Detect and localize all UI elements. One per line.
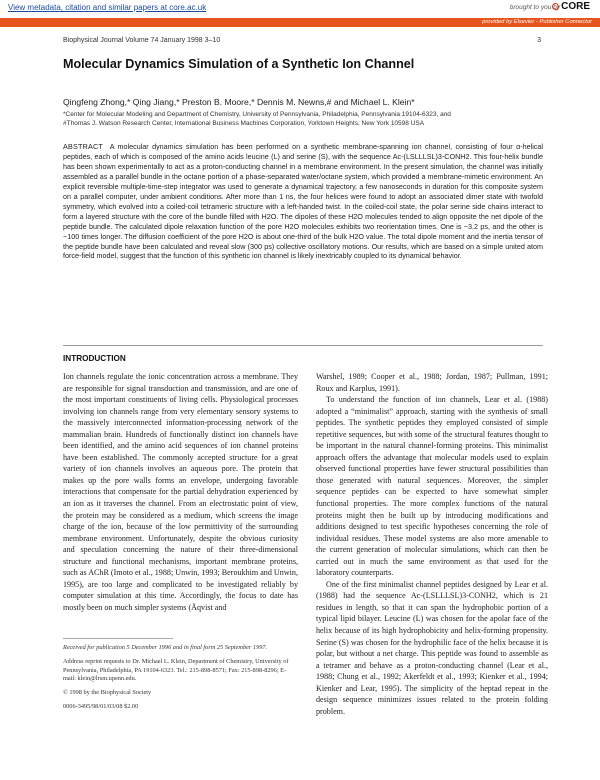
- issn-price: 0006-3495/98/01/03/08 $2.00: [63, 702, 139, 710]
- core-logo[interactable]: [552, 1, 590, 12]
- journal-citation: Biophysical Journal Volume 74 January 1998 3–10: [63, 37, 221, 44]
- left-column: [63, 371, 298, 613]
- page-number: 3: [537, 37, 541, 44]
- brought-to-you-by: brought to you by: [509, 4, 560, 11]
- affiliation-2: #Thomas J. Watson Research Center, International Business Machines Corporation, Yorktown Heights, New York 10598 USA: [63, 120, 425, 127]
- core-domain-link[interactable]: core.ac.uk: [169, 3, 207, 12]
- abstract: [63, 142, 543, 261]
- right-column: [316, 371, 548, 717]
- footnote-divider: [63, 638, 173, 639]
- copyright-notice: © 1998 by the Biophysical Society: [63, 689, 152, 697]
- right-paragraph-2: To understand the function of ion channels, Lear et al. (1988) adopted a “minimalist” approach, starting with the synthesis of small peptides. The synthetic peptides they employed consisted of simple repetitive sequences, but with some of the structural features thought to be important in the natural channel-forming proteins. This minimalist approach offers the advantage that molecular models used to explain observed functional properties have fewer structural possibilities than those generated with natural sequences. Moreover, the simpler sequence peptides can be expected to have somewhat simpler functional properties. The more complex functions of the natural proteins might then be built up by introducing modifications and additions designed to test specific hypotheses concerning the role of individual residues. These model systems are also more amenable to the current generation of molecular simulations, which can then be carried out in much the same environment as that used for the laboratory counterparts.: [316, 395, 548, 578]
- left-paragraph-1: Ion channels regulate the ionic concentration across a membrane. They are responsible for signal transduction and transmission, and are one of the most important constituents of living cells. Physiological processes involving ion channels range from very elementary sensory systems to the massively interconnected information-processing network of the mammalian brain. Hundreds of functionally distinct ion channels have been identified, and the amino acid sequences of ion channel proteins have been established. The commonly accepted structure for a great variety of ion channels involves an aqueous pore. The protein that makes up the pore walls forms an envelope, undergoing favorable interactions that compensate for the partial dehydration experienced by an ion as it traverses the channel. From an electrostatic point of view, the protein may be considered as a medium, which screens the image charge of the ion, because of the low permittivity of the surrounding membrane environment. Unfortunately, despite the obvious curiosity and speculation concerning the nature of their three-dimensional structure and functional mechanisms, important membrane proteins, such as AChR (Imoto et al., 1988; Unwin, 1993; Beroukhim and Unwin, 1995), are too large and complicated to be investigated reliably by computer simulation at this time. Accordingly, the focus to date has mostly been on much simpler systems (Åqvist and: [63, 372, 298, 612]
- running-header: [63, 37, 541, 44]
- footnotes: [63, 644, 298, 712]
- received-date: Received for publication 5 December 1996 and in final form 25 September 1997.: [63, 644, 268, 651]
- core-logo-icon: [552, 3, 559, 10]
- view-metadata-link[interactable]: [8, 3, 206, 12]
- author-list: Qingfeng Zhong,* Qing Jiang,* Preston B. Moore,* Dennis M. Newns,# and Michael L. Klein*: [63, 97, 415, 107]
- affiliations: [63, 110, 543, 128]
- core-banner: [0, 0, 600, 28]
- right-paragraph-3: One of the first minimalist channel peptides designed by Lear et al. (1988) had the sequence Ac-(LSLLLSL)3-CONH2, which is 21 residues in length, so that it can span the hydrophobic portion of a typical lipid bilayer. Leucine (L) was chosen for the apolar face of the helix because of its high hydrophobicity and helix-forming propensity. Serine (S) was chosen for the hydrophilic face of the helix because it is polar, but without a net charge. This peptide was found to assemble as a tetramer and behave as a proton-conducting channel (Lear et al., 1988; Chung et al., 1992; Akerfeldt et al., 1993; Kienker et al., 1994; Kienker and Lear, 1995). The simplicity of the heptad repeat in the design sequence minimizes issues related to the protein folding problem.: [316, 579, 548, 716]
- affiliation-1: *Center for Molecular Modeling and Department of Chemistry, University of Pennsylvania, Philadelphia, Pennsylvania 19104-6323, and: [63, 111, 451, 118]
- section-divider: [63, 345, 543, 346]
- right-paragraph-1: Warshel, 1989; Cooper et al., 1988; Jordan, 1987; Pullman, 1991; Roux and Karplus, 1991).: [316, 372, 548, 393]
- introduction-heading: INTRODUCTION: [63, 354, 126, 363]
- core-logo-text: CORE: [561, 1, 590, 12]
- reprint-request: Address reprint requests to Dr. Michael L. Klein, Department of Chemistry, University of Pennsylvania, Philadelphia, PA 19104-6323. Tel.: 215-898-8571; Fax: 215-898-8296; E-mail: klein@lrsm.upenn.edu.: [63, 657, 289, 683]
- view-metadata-text: View metadata, citation and similar papers at: [8, 3, 170, 12]
- provided-by-text: provided by Elsevier - Publisher Connector: [482, 19, 592, 25]
- abstract-text: A molecular dynamics simulation has been performed on a synthetic membrane-spanning ion channel, consisting of four α-helical peptides, each of which is composed of the amino acids leucine (L) and serine (S), with the sequence Ac-(LSLLLSL)3-CONH2. This four-helix bundle has been shown experimentally to act as a proton-conducting channel in a membrane environment. In the present simulation, the channel was initially assembled as a parallel bundle in the octane portion of a phase-separated water/octane system, which provided a membrane-mimetic environment. An explicit reversible multiple-time-step integrator was used to generate a dynamical trajectory, a few nanoseconds in duration for this composite system on a parallel computer, under ambient conditions. After more than 1 ns, the four helices were found to adopt an associated dimer state with twofold symmetry, which evolved into a coiled-coil tetrameric structure with a left-handed twist. In the coiled-coil state, the polar serine side chains interact to form a layered structure with the core of the bundle filled with H2O. The dipoles of these H2O molecules tended to align opposite the net dipole of the peptide bundle. The calculated dipole relaxation function of the pore H2O molecules exhibits two reorientation times. One is ~3.2 ps, and the other is ~100 times longer. The diffusion coefficient of the pore H2O is about one-third of the bulk H2O value. The total dipole moment and the inertia tensor of the peptide bundle have been calculated and reveal slow (300 ps) collective oscillatory motions. Our results, which are based on a simple united atom force-field model, suggest that the function of this synthetic ion channel is likely inextricably coupled to its dynamical behavior.: [63, 142, 543, 261]
- article-title: Molecular Dynamics Simulation of a Synthetic Ion Channel: [63, 57, 415, 71]
- abstract-label: ABSTRACT: [63, 142, 103, 151]
